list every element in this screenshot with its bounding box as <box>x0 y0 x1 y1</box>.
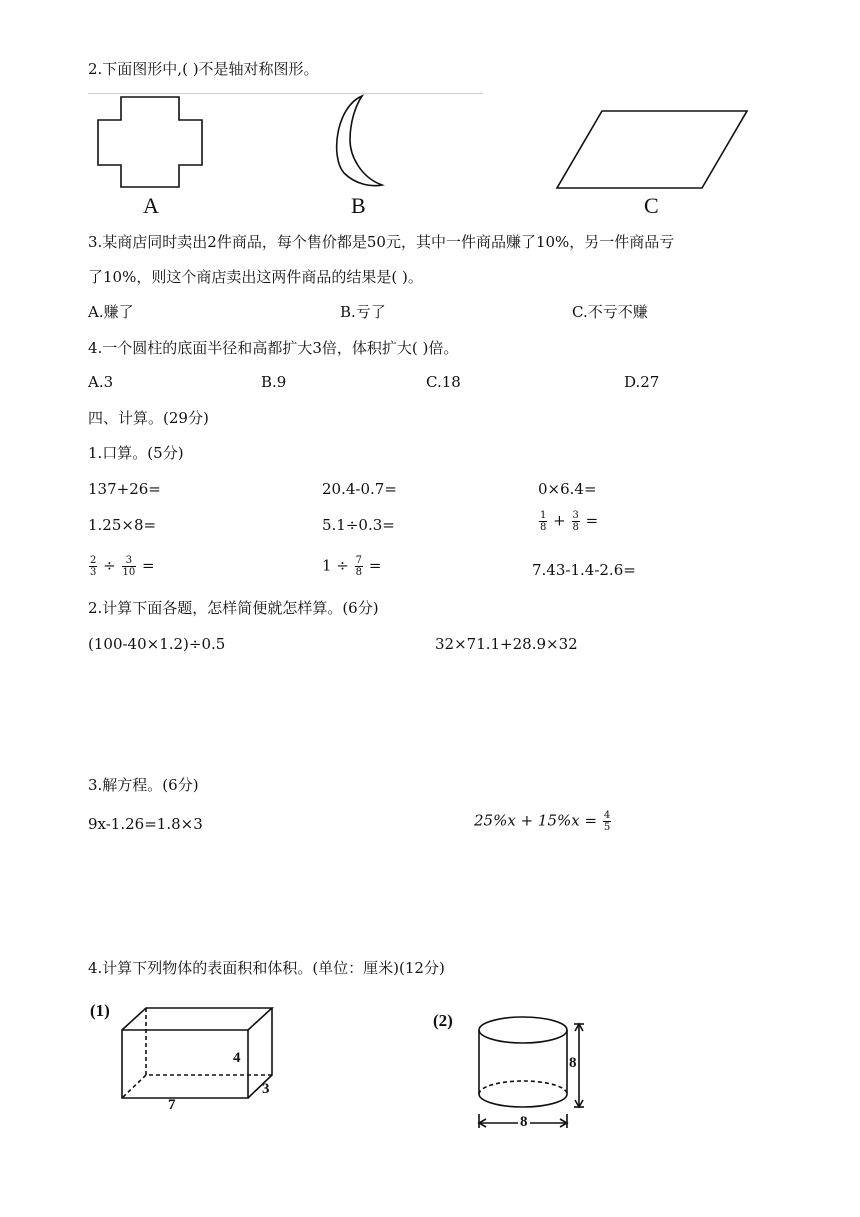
cylinder-height-label: 8 <box>569 1055 577 1071</box>
q4-option-b: B.9 <box>261 373 287 391</box>
calc-item: 32×71.1+28.9×32 <box>435 635 578 653</box>
divider-line <box>88 93 483 94</box>
fraction-numerator: 3 <box>572 510 579 521</box>
operator: ÷ <box>103 556 116 575</box>
fraction-denominator: 5 <box>603 822 611 833</box>
lead-term: 1 ÷ <box>322 556 354 575</box>
q4-text: 4.一个圆柱的底面半径和高都扩大3倍，体积扩大( )倍。 <box>88 339 459 357</box>
fraction-numerator: 2 <box>90 555 97 566</box>
q4-option-a: A.3 <box>88 373 114 391</box>
oral-item-fraction-division <box>88 555 155 578</box>
q2-text: 2.下面图形中,( )不是轴对称图形。 <box>88 60 319 78</box>
equation-2 <box>474 810 612 833</box>
equals-sign: = <box>368 556 382 575</box>
q3-option-b: B.亏了 <box>340 303 386 321</box>
cuboid-width-label: 3 <box>262 1081 270 1097</box>
oral-item-integer-division <box>322 555 381 578</box>
equation-1: 9x-1.26=1.8×3 <box>88 815 203 833</box>
oral-item: 137+26= <box>88 480 161 498</box>
cuboid-length-label: 7 <box>168 1097 176 1113</box>
oral-item: 5.1÷0.3= <box>322 516 395 534</box>
figure-1-label: (1) <box>90 1001 110 1020</box>
sub1-title: 1.口算。(5分) <box>88 444 184 462</box>
fraction-denominator: 8 <box>572 522 579 533</box>
cuboid-figure <box>120 1007 280 1103</box>
calc-item: (100-40×1.2)÷0.5 <box>88 635 226 653</box>
shape-b-label: B <box>351 193 366 218</box>
section-title: 四、计算。(29分) <box>88 409 209 427</box>
equals-sign: = <box>585 511 599 530</box>
shape-c-label: C <box>644 193 659 218</box>
figure-2-label: (2) <box>433 1011 453 1030</box>
q3-option-a: A.赚了 <box>88 303 134 321</box>
cylinder-diameter-label: 8 <box>520 1114 528 1130</box>
q3-line2: 了10%，则这个商店卖出这两件商品的结果是( )。 <box>88 268 423 286</box>
oral-item: 1.25×8= <box>88 516 157 534</box>
q3-line1: 3.某商店同时卖出2件商品，每个售价都是50元，其中一件商品赚了10%，另一件商品亏 <box>88 233 675 251</box>
fraction-numerator: 3 <box>122 555 137 567</box>
oral-item: 20.4-0.7= <box>322 480 397 498</box>
fraction-denominator: 10 <box>122 567 136 578</box>
oral-item: 7.43-1.4-2.6= <box>532 561 636 579</box>
fraction-numerator: 7 <box>355 555 363 566</box>
q4-option-d: D.27 <box>624 373 660 391</box>
sub3-title: 3.解方程。(6分) <box>88 776 199 794</box>
fraction-denominator: 8 <box>355 567 363 578</box>
fraction-numerator: 4 <box>603 810 611 821</box>
sub4-title: 4.计算下列物体的表面积和体积。(单位：厘米)(12分) <box>88 959 445 977</box>
shape-c-parallelogram <box>556 110 750 190</box>
oral-item: 0×6.4= <box>538 480 597 498</box>
shape-a-label: A <box>143 193 159 218</box>
operator: + <box>553 511 566 530</box>
q3-option-c: C.不亏不赚 <box>572 303 648 321</box>
oral-item-fraction-sum <box>538 510 598 533</box>
shape-b-crescent <box>332 95 384 189</box>
fraction-denominator: 8 <box>540 522 547 533</box>
equals-sign: = <box>142 556 155 575</box>
cylinder-figure <box>476 1014 588 1130</box>
sub2-title: 2.计算下面各题，怎样简便就怎样算。(6分) <box>88 599 379 617</box>
equation-left: 25%x + 15%x = <box>474 811 602 830</box>
q4-option-c: C.18 <box>426 373 461 391</box>
shape-a-cross <box>97 97 203 189</box>
fraction-numerator: 1 <box>540 510 547 521</box>
fraction-denominator: 3 <box>90 567 97 578</box>
cuboid-height-label: 4 <box>233 1050 241 1066</box>
